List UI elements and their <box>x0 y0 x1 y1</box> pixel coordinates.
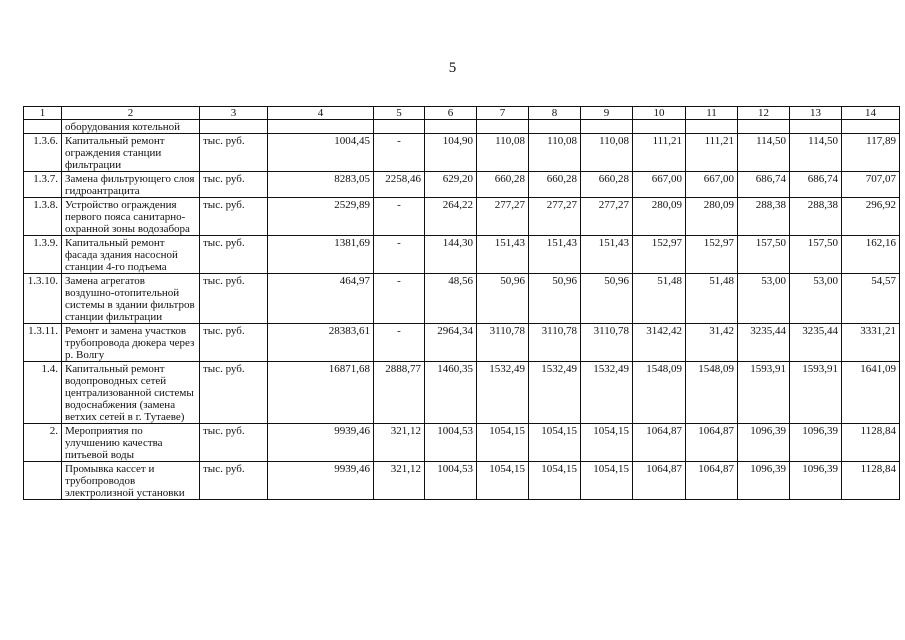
row-name: Капитальный ремонт водопроводных сетей централизованной системы водоснабжения (замена ветхих сетей в г. Тутаеве) <box>62 362 200 424</box>
row-value: 1096,39 <box>738 424 790 462</box>
row-value: 114,50 <box>738 134 790 172</box>
row-value: 16871,68 <box>268 362 374 424</box>
row-value <box>738 120 790 134</box>
row-value: 1532,49 <box>477 362 529 424</box>
row-value: - <box>374 236 425 274</box>
row-value: 110,08 <box>581 134 633 172</box>
row-value <box>477 120 529 134</box>
row-value: 1054,15 <box>529 424 581 462</box>
row-index: 1.3.9. <box>24 236 62 274</box>
row-value: - <box>374 274 425 324</box>
row-value: 1064,87 <box>633 462 686 500</box>
row-value: 321,12 <box>374 424 425 462</box>
table-row <box>24 424 900 462</box>
row-value: 1004,53 <box>425 424 477 462</box>
row-index: 2. <box>24 424 62 462</box>
column-header: 3 <box>200 107 268 120</box>
row-value: 1054,15 <box>529 462 581 500</box>
row-value: 151,43 <box>529 236 581 274</box>
row-value: 1593,91 <box>790 362 842 424</box>
row-value: 151,43 <box>477 236 529 274</box>
row-value: 51,48 <box>686 274 738 324</box>
row-value: 321,12 <box>374 462 425 500</box>
row-value <box>425 120 477 134</box>
row-value: 3235,44 <box>738 324 790 362</box>
row-value: 117,89 <box>842 134 900 172</box>
row-value: - <box>374 134 425 172</box>
row-value: 1641,09 <box>842 362 900 424</box>
row-unit: тыс. руб. <box>200 274 268 324</box>
row-value: 9939,46 <box>268 424 374 462</box>
row-unit: тыс. руб. <box>200 134 268 172</box>
row-value: 1096,39 <box>790 462 842 500</box>
row-value: 9939,46 <box>268 462 374 500</box>
column-header: 4 <box>268 107 374 120</box>
row-value: - <box>374 198 425 236</box>
row-value: 707,07 <box>842 172 900 198</box>
row-value: 2888,77 <box>374 362 425 424</box>
row-value: 50,96 <box>581 274 633 324</box>
row-value: 2258,46 <box>374 172 425 198</box>
row-value: 1004,45 <box>268 134 374 172</box>
row-unit: тыс. руб. <box>200 324 268 362</box>
row-index: 1.3.10. <box>24 274 62 324</box>
row-value: 1128,84 <box>842 424 900 462</box>
column-header: 8 <box>529 107 581 120</box>
row-value: 1064,87 <box>633 424 686 462</box>
row-value: 162,16 <box>842 236 900 274</box>
row-value: 152,97 <box>686 236 738 274</box>
row-value: 104,90 <box>425 134 477 172</box>
row-value <box>529 120 581 134</box>
row-index <box>24 120 62 134</box>
table-row <box>24 324 900 362</box>
row-value: 277,27 <box>529 198 581 236</box>
row-value: 2529,89 <box>268 198 374 236</box>
row-value: 277,27 <box>477 198 529 236</box>
row-value: 3110,78 <box>581 324 633 362</box>
row-value: 152,97 <box>633 236 686 274</box>
row-value: 280,09 <box>633 198 686 236</box>
row-value: 1054,15 <box>477 424 529 462</box>
row-index: 1.3.7. <box>24 172 62 198</box>
row-value: 1064,87 <box>686 462 738 500</box>
row-value: 2964,34 <box>425 324 477 362</box>
row-value: 1096,39 <box>738 462 790 500</box>
page-number: 5 <box>448 60 457 76</box>
row-value: 629,20 <box>425 172 477 198</box>
row-unit: тыс. руб. <box>200 236 268 274</box>
header-row <box>24 107 900 120</box>
row-value: 53,00 <box>790 274 842 324</box>
table-row <box>24 462 900 500</box>
row-value: 110,08 <box>477 134 529 172</box>
row-value: 1054,15 <box>581 462 633 500</box>
row-value: 28383,61 <box>268 324 374 362</box>
row-value <box>581 120 633 134</box>
row-value: 1548,09 <box>633 362 686 424</box>
row-value <box>790 120 842 134</box>
row-value: 1054,15 <box>477 462 529 500</box>
column-header: 14 <box>842 107 900 120</box>
row-name: Мероприятия по улучшению качества питьевой воды <box>62 424 200 462</box>
column-header: 12 <box>738 107 790 120</box>
row-value: 157,50 <box>790 236 842 274</box>
row-unit: тыс. руб. <box>200 172 268 198</box>
row-value: 1532,49 <box>581 362 633 424</box>
row-value: 48,56 <box>425 274 477 324</box>
row-name: Замена фильтрующего слоя гидроантрацита <box>62 172 200 198</box>
row-value: 1381,69 <box>268 236 374 274</box>
row-value: 288,38 <box>790 198 842 236</box>
row-value: 31,42 <box>686 324 738 362</box>
column-header: 13 <box>790 107 842 120</box>
row-unit <box>200 120 268 134</box>
row-value: - <box>374 324 425 362</box>
row-value: 144,30 <box>425 236 477 274</box>
row-value: 464,97 <box>268 274 374 324</box>
row-value <box>268 120 374 134</box>
row-name: Капитальный ремонт ограждения станции фильтрации <box>62 134 200 172</box>
row-value <box>686 120 738 134</box>
column-header: 11 <box>686 107 738 120</box>
budget-table <box>23 106 900 500</box>
row-value: 54,57 <box>842 274 900 324</box>
row-name: Капитальный ремонт фасада здания насосной станции 4-го подъема <box>62 236 200 274</box>
row-value: 1128,84 <box>842 462 900 500</box>
row-name: Промывка кассет и трубопроводов электролизной установки <box>62 462 200 500</box>
table-row <box>24 274 900 324</box>
row-value: 1593,91 <box>738 362 790 424</box>
row-value: 51,48 <box>633 274 686 324</box>
row-name: Замена агрегатов воздушно-отопительной системы в здании фильтров станции фильтрации <box>62 274 200 324</box>
row-index: 1.3.11. <box>24 324 62 362</box>
table-row <box>24 236 900 274</box>
row-name: Устройство ограждения первого пояса санитарно-охранной зоны водозабора <box>62 198 200 236</box>
table-row <box>24 120 900 134</box>
row-value: 1096,39 <box>790 424 842 462</box>
row-value: 151,43 <box>581 236 633 274</box>
row-value: 53,00 <box>738 274 790 324</box>
row-value: 667,00 <box>686 172 738 198</box>
column-header: 10 <box>633 107 686 120</box>
row-unit: тыс. руб. <box>200 362 268 424</box>
row-unit: тыс. руб. <box>200 198 268 236</box>
row-value: 1054,15 <box>581 424 633 462</box>
row-index <box>24 462 62 500</box>
row-value: 1460,35 <box>425 362 477 424</box>
table-body <box>24 107 900 500</box>
row-value <box>842 120 900 134</box>
row-name: оборудования котельной <box>62 120 200 134</box>
row-value: 288,38 <box>738 198 790 236</box>
column-header: 5 <box>374 107 425 120</box>
row-index: 1.3.8. <box>24 198 62 236</box>
row-value: 110,08 <box>529 134 581 172</box>
row-value: 660,28 <box>477 172 529 198</box>
row-value: 296,92 <box>842 198 900 236</box>
row-value: 1064,87 <box>686 424 738 462</box>
row-value: 3110,78 <box>477 324 529 362</box>
row-value: 157,50 <box>738 236 790 274</box>
row-value: 1548,09 <box>686 362 738 424</box>
row-value <box>633 120 686 134</box>
row-value: 114,50 <box>790 134 842 172</box>
row-value: 280,09 <box>686 198 738 236</box>
row-value: 8283,05 <box>268 172 374 198</box>
row-unit: тыс. руб. <box>200 462 268 500</box>
row-value: 3110,78 <box>529 324 581 362</box>
row-value: 277,27 <box>581 198 633 236</box>
row-value: 660,28 <box>529 172 581 198</box>
column-header: 2 <box>62 107 200 120</box>
row-value: 50,96 <box>529 274 581 324</box>
row-value: 3142,42 <box>633 324 686 362</box>
column-header: 6 <box>425 107 477 120</box>
row-value: 111,21 <box>686 134 738 172</box>
table-row <box>24 362 900 424</box>
row-value: 50,96 <box>477 274 529 324</box>
row-value: 667,00 <box>633 172 686 198</box>
table-row <box>24 198 900 236</box>
row-value: 660,28 <box>581 172 633 198</box>
table-row <box>24 134 900 172</box>
row-unit: тыс. руб. <box>200 424 268 462</box>
row-value: 111,21 <box>633 134 686 172</box>
row-value: 1532,49 <box>529 362 581 424</box>
row-value: 3235,44 <box>790 324 842 362</box>
table-row <box>24 172 900 198</box>
row-index: 1.4. <box>24 362 62 424</box>
column-header: 9 <box>581 107 633 120</box>
row-value: 264,22 <box>425 198 477 236</box>
column-header: 1 <box>24 107 62 120</box>
row-value: 686,74 <box>738 172 790 198</box>
column-header: 7 <box>477 107 529 120</box>
row-value: 3331,21 <box>842 324 900 362</box>
row-value: 686,74 <box>790 172 842 198</box>
row-value <box>374 120 425 134</box>
row-value: 1004,53 <box>425 462 477 500</box>
row-index: 1.3.6. <box>24 134 62 172</box>
row-name: Ремонт и замена участков трубопровода дюкера через р. Волгу <box>62 324 200 362</box>
